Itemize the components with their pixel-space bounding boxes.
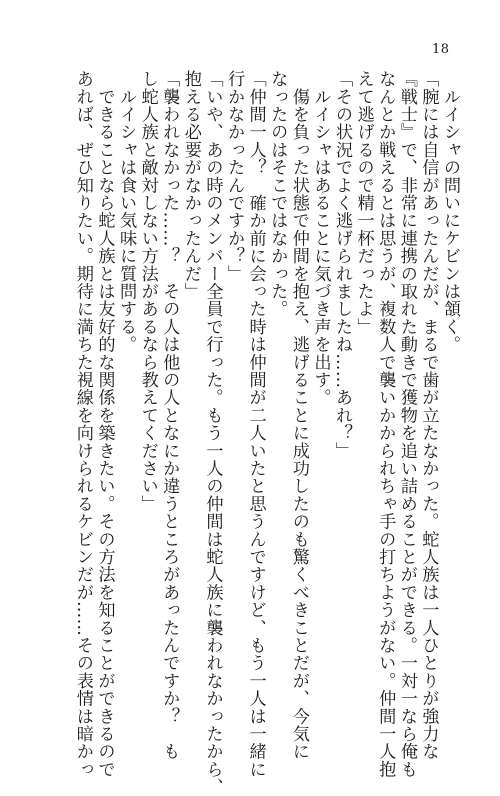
text-line: あれば、ぜひ知りたい。期待に満ちた視線を向けられるケビンだが……その表情は暗かっ <box>72 70 93 778</box>
text-line: できることなら蛇人族とは友好的な関係を築きたい。その方法を知ることができるので <box>94 70 115 778</box>
text-line: 「仲間一人？ 確か前に会った時は仲間が二人いたと思うんですけど、もう一人は一緒に <box>245 70 266 778</box>
text-line: なったのはそこではなかった。 <box>267 70 288 318</box>
text-line: ルイシャはあることに気づき声を出す。 <box>310 70 331 407</box>
vertical-text-body <box>40 70 460 796</box>
text-line: 抱える必要がなかったんだ」 <box>180 70 201 301</box>
text-line: 『戦士』で、非常に連携の取れた動きで獲物を追い詰めることができる。一対一なら俺も <box>396 70 417 778</box>
text-line: 傷を負った状態で仲間を抱え、逃げることに成功したのも驚くべきことだが、今気に <box>288 70 309 761</box>
text-line: 「襲われなかった……？ その人は他の人となにか違うところがあったんですか？ も <box>159 70 180 761</box>
text-line: し蛇人族と敵対しない方法があるなら教えてください」 <box>137 70 158 513</box>
text-line: 「腕には自信があったんだが、まるで歯が立たなかった。蛇人族は一人ひとりが強力な <box>418 70 439 761</box>
text-line: 「いや、あの時のメンバー全員で行った。もう一人の仲間は蛇人族に襲われなかったから、 <box>202 70 223 796</box>
text-line: なんとか戦えるとは思うが、複数人で襲いかかられちゃ手の打ちようがない。仲間一人抱 <box>375 70 396 778</box>
text-line: 「その状況でよく逃げられましたね……あれ？」 <box>332 70 353 460</box>
text-line: えて逃げるので精一杯だったよ」 <box>353 70 374 336</box>
page-number: 18 <box>432 42 450 57</box>
text-line: ルイシャは食い気味に質問する。 <box>116 70 137 354</box>
text-line: ルイシャの問いにケビンは頷く。 <box>440 70 460 354</box>
text-line: 行かなかったんですか？」 <box>224 70 245 283</box>
